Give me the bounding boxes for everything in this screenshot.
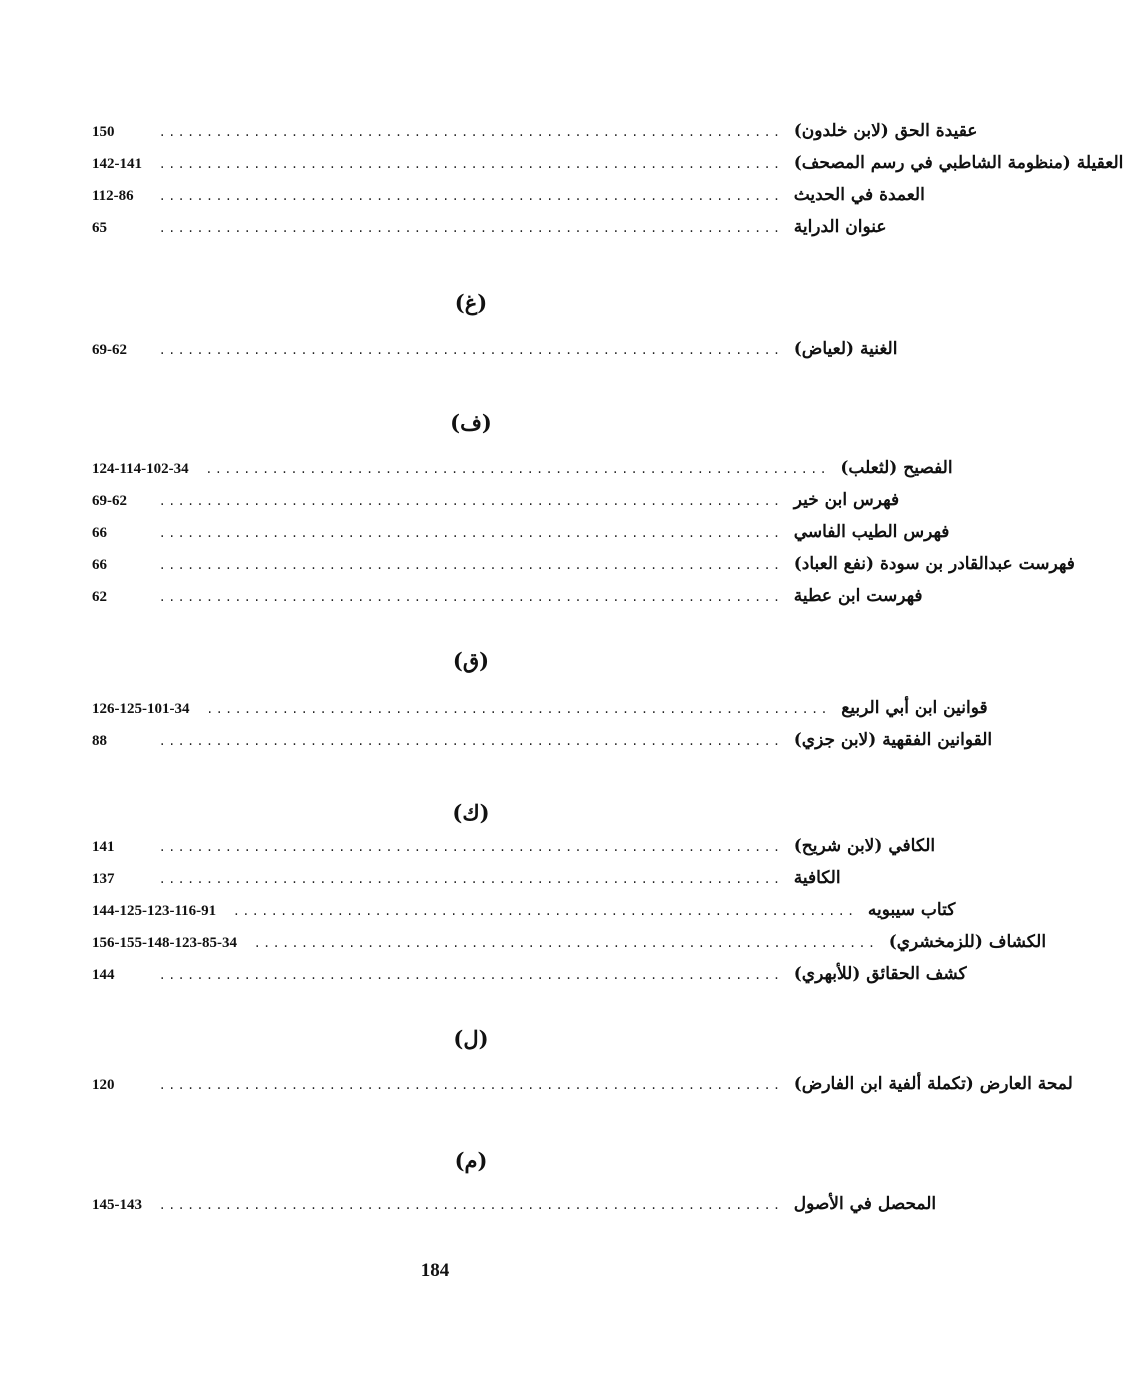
entry-title: القوانين الفقهية (لابن جزي) bbox=[793, 730, 993, 750]
index-entry bbox=[88, 115, 978, 147]
section-kaf-entries bbox=[88, 830, 1047, 990]
leader-dots: .................................................................. bbox=[160, 967, 784, 983]
entry-title: فهرست ابن عطية bbox=[793, 586, 923, 606]
index-entry bbox=[88, 830, 936, 862]
entry-title: كشف الحقائق (للأبهري) bbox=[793, 964, 967, 984]
leader-dots: .................................................................. bbox=[254, 935, 879, 951]
section-mim-entries bbox=[88, 1188, 937, 1220]
index-entry bbox=[88, 580, 923, 612]
leader-dots: .................................................................. bbox=[160, 589, 784, 605]
section-lam-entries bbox=[88, 1068, 1073, 1100]
entry-pages: 62 bbox=[92, 589, 107, 605]
index-entry bbox=[88, 179, 925, 211]
leader-dots: .................................................................. bbox=[160, 493, 784, 509]
section-heading-ghain: (غ) bbox=[454, 290, 488, 315]
section-heading-mim: (م) bbox=[454, 1148, 488, 1173]
entry-title: الفصيح (لثعلب) bbox=[840, 458, 953, 478]
entry-title: العقيلة (منظومة الشاطبي في رسم المصحف) bbox=[793, 153, 1123, 173]
index-entry bbox=[88, 333, 898, 365]
entry-pages: 66 bbox=[92, 525, 107, 541]
entry-title: فهرست عبدالقادر بن سودة (نفع العباد) bbox=[793, 554, 1075, 574]
leader-dots: .................................................................. bbox=[234, 903, 858, 919]
entry-pages: 145-143 bbox=[92, 1197, 142, 1213]
leader-dots: .................................................................. bbox=[160, 557, 784, 573]
entry-pages: 144-125-123-116-91 bbox=[92, 903, 217, 919]
entry-title: المحصل في الأصول bbox=[793, 1194, 937, 1214]
entry-pages: 142-141 bbox=[92, 156, 142, 172]
entry-title: لمحة العارض (تكملة ألفية ابن الفارض) bbox=[793, 1074, 1073, 1094]
leader-dots: .................................................................. bbox=[160, 525, 784, 541]
index-entry bbox=[88, 211, 887, 243]
entry-title: عقيدة الحق (لابن خلدون) bbox=[793, 121, 978, 141]
index-entry bbox=[88, 147, 1123, 179]
leader-dots: .................................................................. bbox=[160, 839, 784, 855]
entry-title: العمدة في الحديث bbox=[793, 185, 925, 205]
leader-dots: .................................................................. bbox=[160, 342, 784, 358]
entry-pages: 88 bbox=[92, 733, 107, 749]
section-ain-entries bbox=[88, 115, 1123, 243]
index-entry bbox=[88, 926, 1047, 958]
page-number: 184 bbox=[420, 1260, 450, 1281]
index-entry bbox=[88, 452, 953, 484]
entry-pages: 120 bbox=[92, 1077, 115, 1093]
entry-pages: 112-86 bbox=[92, 188, 134, 204]
entry-title: كتاب سيبويه bbox=[867, 900, 956, 920]
entry-title: فهرس ابن خير bbox=[793, 490, 900, 510]
index-entry bbox=[88, 548, 1075, 580]
index-entry bbox=[88, 484, 900, 516]
entry-title: الكشاف (للزمخشري) bbox=[888, 932, 1047, 952]
leader-dots: .................................................................. bbox=[206, 461, 831, 477]
entry-pages: 69-62 bbox=[92, 342, 127, 358]
leader-dots: .................................................................. bbox=[160, 156, 784, 172]
section-heading-qaf: (ق) bbox=[452, 648, 490, 673]
index-entry bbox=[88, 1188, 937, 1220]
entry-pages: 141 bbox=[92, 839, 115, 855]
index-entry bbox=[88, 724, 993, 756]
section-heading-fa: (ف) bbox=[450, 410, 492, 435]
entry-title: الكافية bbox=[793, 868, 841, 888]
entry-pages: 150 bbox=[92, 124, 115, 140]
section-heading-lam: (ل) bbox=[453, 1026, 489, 1051]
entry-pages: 126-125-101-34 bbox=[92, 701, 190, 717]
entry-pages: 65 bbox=[92, 220, 107, 236]
section-qaf-entries bbox=[88, 692, 993, 756]
entry-title: الغنية (لعياض) bbox=[793, 339, 898, 359]
entry-pages: 144 bbox=[92, 967, 115, 983]
entry-pages: 156-155-148-123-85-34 bbox=[92, 935, 237, 951]
leader-dots: .................................................................. bbox=[160, 1197, 784, 1213]
entry-pages: 124-114-102-34 bbox=[92, 461, 189, 477]
leader-dots: .................................................................. bbox=[160, 1077, 784, 1093]
leader-dots: .................................................................. bbox=[160, 124, 784, 140]
leader-dots: .................................................................. bbox=[160, 871, 784, 887]
leader-dots: .................................................................. bbox=[160, 733, 784, 749]
leader-dots: .................................................................. bbox=[160, 220, 784, 236]
section-heading-kaf: (ك) bbox=[452, 800, 490, 825]
section-fa-entries bbox=[88, 452, 1075, 612]
index-entry bbox=[88, 894, 956, 926]
entry-pages: 66 bbox=[92, 557, 107, 573]
entry-pages: 137 bbox=[92, 871, 115, 887]
entry-title: الكافي (لابن شريح) bbox=[793, 836, 936, 856]
section-ghain-entries bbox=[88, 333, 898, 365]
entry-title: فهرس الطيب الفاسي bbox=[793, 522, 950, 542]
leader-dots: .................................................................. bbox=[160, 188, 784, 204]
leader-dots: .................................................................. bbox=[207, 701, 832, 717]
index-entry bbox=[88, 692, 988, 724]
index-entry bbox=[88, 862, 841, 894]
entry-title: قوانين ابن أبي الربيع bbox=[841, 698, 988, 718]
index-entry bbox=[88, 516, 950, 548]
entry-title: عنوان الدراية bbox=[793, 217, 887, 237]
index-entry bbox=[88, 1068, 1073, 1100]
index-entry bbox=[88, 958, 967, 990]
entry-pages: 69-62 bbox=[92, 493, 127, 509]
